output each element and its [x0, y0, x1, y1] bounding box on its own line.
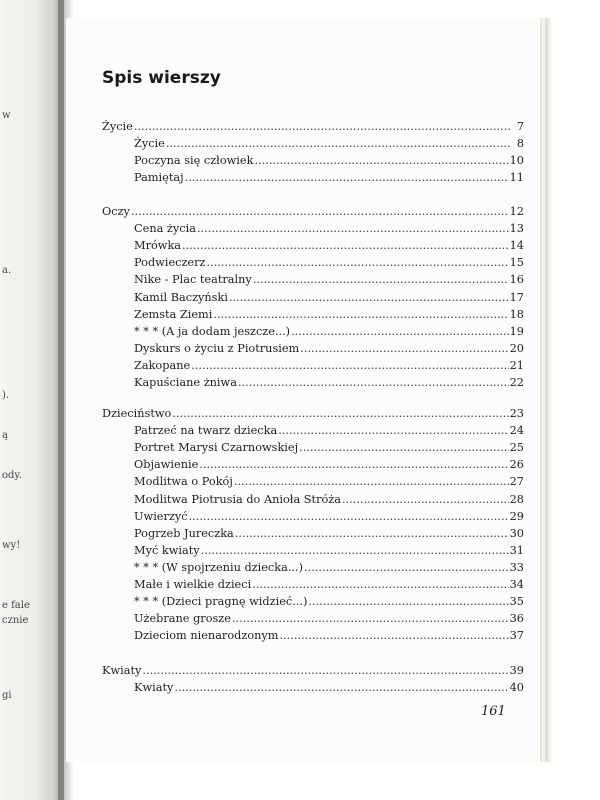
toc-entry-title: Myć kwiaty: [134, 543, 200, 557]
toc-entry-title: Użebrane grosze: [134, 612, 231, 626]
dot-leader: [253, 273, 509, 286]
dot-leader: [229, 291, 509, 304]
dot-leader: [134, 120, 511, 133]
dot-leader: [232, 612, 509, 625]
toc-page-number: 16: [509, 273, 524, 287]
toc-entry-title: Małe i wielkie dzieci: [134, 578, 252, 591]
toc-entry-title: Mrówka: [134, 239, 182, 253]
toc-page-number: 31: [509, 543, 524, 557]
toc-entry-title: Życie: [134, 137, 165, 151]
toc-entry-title: Modlitwa o Pokój: [134, 475, 233, 489]
toc-page-number: 7: [516, 120, 524, 133]
dot-leader: [308, 595, 508, 608]
toc-entry-title: Oczy: [102, 205, 130, 218]
toc-entry-title: Patrzeć na twarz dziecka: [134, 424, 278, 438]
dot-leader: [199, 458, 508, 471]
toc-entry: [134, 527, 524, 544]
toc-page-number: 10: [509, 154, 524, 168]
toc-entry-title: Portret Marysi Czarnowskiej: [134, 441, 299, 455]
dot-leader: [235, 527, 509, 540]
toc-entry-title: Dyskurs o życiu z Piotrusiem: [134, 341, 300, 355]
toc-page-number: 14: [509, 239, 524, 253]
dot-leader: [291, 325, 509, 338]
toc-page-number: 25: [509, 441, 524, 455]
toc-section: [102, 205, 524, 222]
toc-page-number: 22: [509, 376, 524, 389]
toc-entry: [134, 424, 524, 441]
dot-leader: [182, 239, 509, 252]
toc-page-number: 37: [509, 629, 524, 643]
toc-page-number: 27: [509, 475, 524, 489]
toc-entry: [134, 291, 524, 308]
dot-leader: [166, 137, 511, 150]
toc-entry: [134, 376, 524, 393]
toc-page-number: 29: [509, 509, 524, 523]
toc-entry-title: * * * (W spojrzeniu dziecka...): [134, 560, 304, 574]
toc-entry: [134, 273, 524, 290]
toc-page-number: 17: [509, 290, 524, 304]
toc-entry-title: * * * (A ja dodam jeszcze...): [134, 324, 291, 338]
toc-section: [102, 407, 524, 424]
toc-page-number: 26: [509, 458, 524, 472]
toc-entry: [134, 325, 524, 342]
toc-entry: [134, 222, 524, 239]
toc-entry: [134, 256, 524, 273]
toc-page-number: 24: [509, 424, 524, 438]
toc-entry-title: Kamil Baczyński: [134, 290, 228, 304]
toc-entry: [134, 171, 524, 188]
dot-leader: [201, 544, 509, 557]
toc-section: [102, 664, 524, 681]
toc-entry: [134, 475, 524, 492]
toc-entry: [134, 154, 524, 171]
dot-leader: [213, 308, 508, 321]
toc-entry-title: Nike - Plac teatralny: [134, 273, 252, 287]
toc-entry-title: Życie: [102, 120, 133, 133]
dot-leader: [172, 407, 508, 420]
dot-leader: [252, 578, 508, 591]
dot-leader: [191, 359, 508, 372]
toc-page-number: 39: [509, 664, 524, 677]
page-title: Spis wierszy: [102, 68, 221, 88]
dot-leader: [185, 171, 509, 184]
toc-page-number: 40: [509, 681, 524, 695]
toc-entry: [134, 595, 524, 612]
toc-entry-title: Kwiaty: [102, 664, 142, 677]
dot-leader: [280, 629, 509, 642]
dot-leader: [234, 475, 509, 488]
table-of-contents: [66, 18, 540, 762]
toc-page-number: 18: [509, 307, 524, 321]
toc-entry: [134, 493, 524, 510]
dot-leader: [299, 441, 509, 454]
toc-page-number: 30: [509, 526, 524, 540]
toc-entry-title: Dzieciństwo: [102, 407, 172, 420]
toc-entry: [134, 681, 524, 698]
toc-page-number: 19: [509, 324, 524, 338]
toc-entry: [134, 612, 524, 629]
dot-leader: [197, 222, 509, 235]
dot-leader: [131, 205, 509, 218]
toc-entry-title: Pamiętaj: [134, 171, 184, 185]
dot-leader: [342, 493, 509, 506]
toc-entry-title: Kwiaty: [134, 681, 174, 695]
toc-entry-title: Modlitwa Piotrusia do Anioła Stróża: [134, 492, 341, 506]
toc-entry-title: Podwieczerz: [134, 256, 206, 270]
toc-entry: [134, 359, 524, 376]
dot-leader: [238, 376, 509, 389]
toc-section: [102, 120, 524, 137]
toc-entry-title: * * * (Dzieci pragnę widzieć...): [134, 595, 308, 609]
toc-entry-title: Zemsta Ziemi: [134, 307, 213, 321]
toc-page-number: 15: [509, 256, 524, 270]
dot-leader: [278, 424, 508, 437]
toc-page-number: 35: [509, 595, 524, 609]
toc-page-number: 23: [509, 407, 524, 420]
dot-leader: [254, 154, 508, 167]
book-page: [66, 18, 540, 762]
toc-page-number: 11: [509, 171, 524, 185]
toc-page-number: 21: [509, 358, 524, 372]
dot-leader: [300, 342, 508, 355]
toc-entry-title: Dzieciom nienarodzonym: [134, 629, 279, 643]
toc-entry: [134, 561, 524, 578]
dot-leader: [304, 561, 509, 574]
toc-entry-title: Zakopane: [134, 358, 191, 372]
page-number: 161: [481, 704, 506, 719]
toc-entry-title: Poczyna się człowiek: [134, 154, 254, 168]
toc-entry: [134, 342, 524, 359]
toc-entry-title: Kapuściane żniwa: [134, 376, 237, 389]
toc-entry: [134, 629, 524, 646]
toc-entry: [134, 137, 524, 154]
left-page-edge: w a. ). ą ody. wy! e fale cznie gi: [0, 0, 64, 800]
toc-entry-title: Pogrzeb Jureczka: [134, 526, 234, 540]
dot-leader: [142, 664, 508, 677]
toc-entry-title: Cena życia: [134, 222, 196, 236]
toc-page-number: 36: [509, 612, 524, 626]
toc-entry-title: Objawienie: [134, 458, 199, 472]
toc-entry: [134, 510, 524, 527]
toc-entry: [134, 308, 524, 325]
toc-entry-title: Uwierzyć: [134, 509, 188, 523]
toc-entry: [134, 239, 524, 256]
toc-entry: [134, 458, 524, 475]
dot-leader: [206, 256, 508, 269]
toc-page-number: 33: [509, 560, 524, 574]
toc-page-number: 34: [509, 578, 524, 591]
toc-entry: [134, 578, 524, 595]
toc-entry: [134, 441, 524, 458]
toc-entry: [134, 544, 524, 561]
toc-page-number: 28: [509, 492, 524, 506]
dot-leader: [189, 510, 509, 523]
toc-page-number: 8: [516, 137, 524, 151]
toc-page-number: 20: [509, 341, 524, 355]
dot-leader: [174, 681, 508, 694]
toc-page-number: 12: [509, 205, 524, 218]
toc-page-number: 13: [509, 222, 524, 236]
